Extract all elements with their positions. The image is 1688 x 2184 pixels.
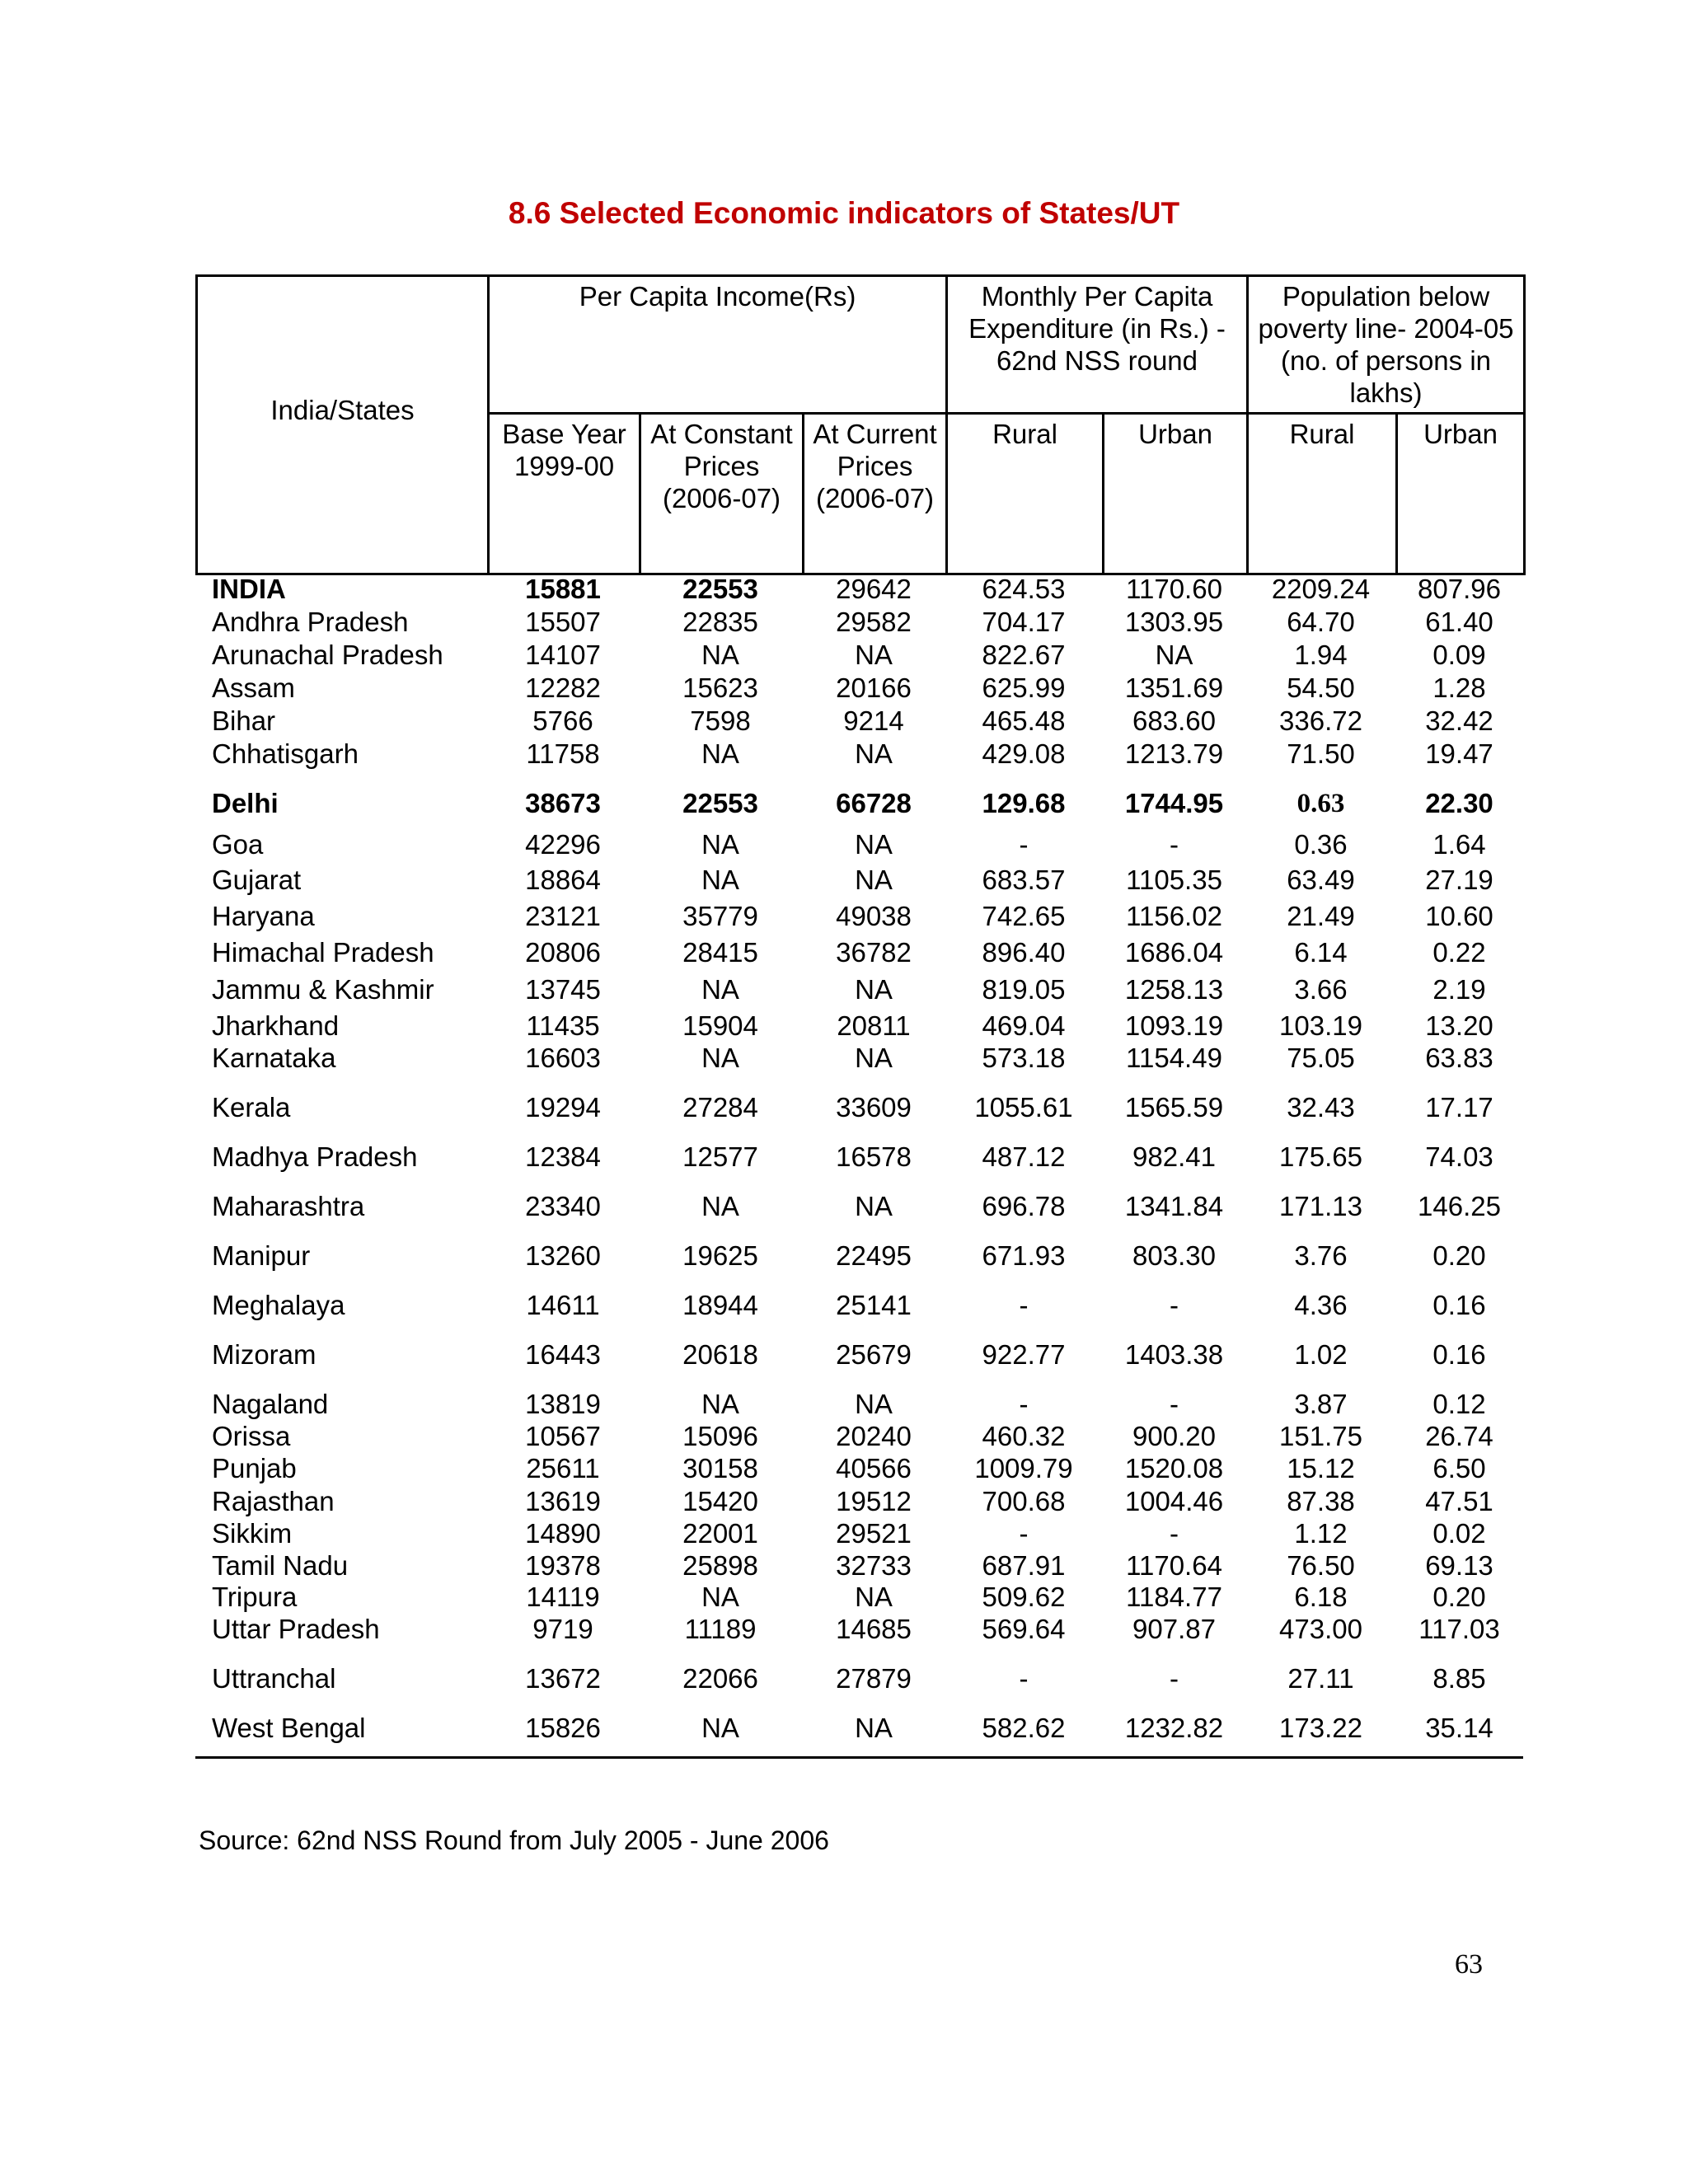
table-cell: 20166 <box>836 673 912 703</box>
table-cell: 173.22 <box>1279 1713 1362 1743</box>
table-cell: 14611 <box>526 1290 600 1320</box>
table-cell: - <box>1170 1663 1179 1694</box>
table-cell: 69.13 <box>1425 1550 1493 1581</box>
table-cell: 0.20 <box>1432 1582 1486 1612</box>
table-cell: NA <box>701 974 739 1005</box>
table-cell: 35779 <box>682 901 758 931</box>
table-cell: - <box>1170 1290 1179 1320</box>
table-cell: 13672 <box>525 1663 601 1694</box>
table-cell: 1055.61 <box>974 1092 1073 1122</box>
header-mpce-rural: Rural <box>947 414 1104 574</box>
table-cell: 20806 <box>525 937 601 968</box>
table-cell: 700.68 <box>982 1486 1066 1516</box>
table-cell: 20811 <box>837 1010 911 1041</box>
table-cell: 742.65 <box>982 901 1066 931</box>
header-constant-prices: At Constant Prices (2006-07) <box>640 414 804 574</box>
header-poverty-population: Population below poverty line- 2004-05 (no. of persons in lakhs) <box>1248 276 1525 414</box>
table-cell: NA <box>855 1713 893 1743</box>
table-cell: NA <box>701 1389 739 1419</box>
table-cell: 1565.59 <box>1124 1092 1224 1122</box>
table-cell: 25611 <box>526 1453 600 1483</box>
table-cell: 1154.49 <box>1126 1043 1222 1073</box>
table-cell: NA <box>855 738 893 769</box>
table-cell: 22001 <box>682 1518 758 1549</box>
table-cell: 569.64 <box>982 1614 1066 1644</box>
table-cell: 19625 <box>682 1240 758 1271</box>
table-cell: NA <box>701 1713 739 1743</box>
table-cell: 1105.35 <box>1126 865 1222 895</box>
table-bottom-rule <box>195 1756 1523 1759</box>
table-cell: NA <box>701 1191 739 1221</box>
table-cell: NA <box>855 1191 893 1221</box>
table-cell: 336.72 <box>1279 705 1362 736</box>
table-cell: 64.70 <box>1287 607 1355 637</box>
table-cell: 27879 <box>836 1663 912 1694</box>
table-cell: 1170.60 <box>1126 574 1222 604</box>
table-cell: 0.16 <box>1432 1339 1486 1370</box>
table-cell: 2209.24 <box>1271 574 1371 604</box>
table-cell: 683.57 <box>982 865 1066 895</box>
table-cell: 9719 <box>532 1614 593 1644</box>
table-cell: 71.50 <box>1287 738 1355 769</box>
table-cell: 1.64 <box>1432 829 1486 860</box>
table-cell: - <box>1019 829 1029 860</box>
header-poverty-rural: Rural <box>1248 414 1397 574</box>
table-cell: 8.85 <box>1432 1663 1486 1694</box>
page-number: 63 <box>1455 1949 1483 1980</box>
table-cell: 460.32 <box>982 1421 1066 1451</box>
table-cell: 509.62 <box>982 1582 1066 1612</box>
table-cell: 6.18 <box>1294 1582 1348 1612</box>
table-cell: 6.14 <box>1294 937 1348 968</box>
table-cell: - <box>1170 829 1179 860</box>
table-cell: 7598 <box>690 705 751 736</box>
table-cell: 573.18 <box>982 1043 1066 1073</box>
table-cell: 1258.13 <box>1124 974 1224 1005</box>
table-cell: 6.50 <box>1432 1453 1486 1483</box>
table-cell: 13619 <box>525 1486 601 1516</box>
table-cell: 26.74 <box>1425 1421 1493 1451</box>
table-cell: 1232.82 <box>1124 1713 1224 1743</box>
table-cell: 14119 <box>526 1582 600 1612</box>
table-cell: 20618 <box>682 1339 758 1370</box>
table-cell: 19.47 <box>1425 738 1493 769</box>
state-name: Arunachal Pradesh <box>212 640 443 670</box>
table-cell: 17.17 <box>1425 1092 1493 1122</box>
table-cell: 15420 <box>682 1486 758 1516</box>
state-name: Tamil Nadu <box>212 1550 349 1581</box>
table-cell: 5766 <box>532 705 593 736</box>
table-cell: 803.30 <box>1132 1240 1216 1271</box>
table-cell: 0.36 <box>1294 829 1348 860</box>
table-cell: NA <box>855 829 893 860</box>
state-name: Karnataka <box>212 1043 336 1073</box>
table-cell: 0.09 <box>1432 640 1486 670</box>
state-name: Rajasthan <box>212 1486 335 1516</box>
table-cell: 807.96 <box>1418 574 1501 604</box>
table-cell: 49038 <box>836 901 912 931</box>
table-cell: 23121 <box>525 901 601 931</box>
table-cell: 683.60 <box>1132 705 1216 736</box>
table-cell: 29582 <box>836 607 912 637</box>
table-cell: NA <box>855 1582 893 1612</box>
table-cell: 11758 <box>526 738 600 769</box>
table-cell: 12577 <box>682 1141 758 1172</box>
table-cell: 74.03 <box>1425 1141 1493 1172</box>
table-cell: 1009.79 <box>974 1453 1073 1483</box>
table-header <box>195 274 1526 575</box>
table-cell: 15623 <box>682 673 758 703</box>
table-cell: 61.40 <box>1425 607 1493 637</box>
header-mpce-urban: Urban <box>1104 414 1248 574</box>
table-cell: 18944 <box>682 1290 758 1320</box>
table-cell: 3.87 <box>1294 1389 1348 1419</box>
table-cell: 175.65 <box>1279 1141 1362 1172</box>
state-name: Nagaland <box>212 1389 329 1419</box>
table-cell: 19294 <box>525 1092 601 1122</box>
table-cell: 0.20 <box>1432 1240 1486 1271</box>
table-cell: 54.50 <box>1287 673 1355 703</box>
table-cell: 22.30 <box>1425 788 1493 818</box>
state-name: Madhya Pradesh <box>212 1141 418 1172</box>
table-cell: 1520.08 <box>1124 1453 1224 1483</box>
table-cell: 671.93 <box>982 1240 1066 1271</box>
table-cell: 582.62 <box>982 1713 1066 1743</box>
state-name: Bihar <box>212 705 276 736</box>
table-cell: 146.25 <box>1418 1191 1501 1221</box>
table-cell: 1744.95 <box>1124 788 1224 818</box>
table-cell: 27284 <box>682 1092 758 1122</box>
table-cell: 704.17 <box>982 607 1066 637</box>
table-cell: 14107 <box>525 640 601 670</box>
table-cell: 42296 <box>525 829 601 860</box>
table-cell: 63.83 <box>1425 1043 1493 1073</box>
table-cell: - <box>1019 1290 1029 1320</box>
table-cell: 1303.95 <box>1124 607 1224 637</box>
table-cell: 129.68 <box>982 788 1066 818</box>
table-cell: 1341.84 <box>1124 1191 1224 1221</box>
table-cell: 14685 <box>836 1614 912 1644</box>
table-cell: 0.16 <box>1432 1290 1486 1320</box>
table-cell: 13260 <box>525 1240 601 1271</box>
table-cell: 151.75 <box>1279 1421 1362 1451</box>
source-note: Source: 62nd NSS Round from July 2005 - June 2006 <box>199 1825 829 1855</box>
table-cell: 0.22 <box>1432 937 1486 968</box>
state-name: Chhatisgarh <box>212 738 359 769</box>
table-cell: 14890 <box>525 1518 601 1549</box>
state-name: Andhra Pradesh <box>212 607 409 637</box>
table-cell: 21.49 <box>1287 901 1355 931</box>
state-name: Punjab <box>212 1453 297 1483</box>
table-cell: 32.43 <box>1287 1092 1355 1122</box>
table-cell: 40566 <box>836 1453 912 1483</box>
table-cell: 982.41 <box>1132 1141 1216 1172</box>
state-name: Haryana <box>212 901 315 931</box>
table-cell: 2.19 <box>1432 974 1486 1005</box>
table-cell: 907.87 <box>1132 1614 1216 1644</box>
table-cell: 32733 <box>836 1550 912 1581</box>
table-cell: 624.53 <box>982 574 1066 604</box>
table-cell: 9214 <box>843 705 904 736</box>
table-cell: NA <box>855 1389 893 1419</box>
table-cell: 103.19 <box>1279 1010 1362 1041</box>
state-name: Delhi <box>212 788 279 818</box>
state-name: Jammu & Kashmir <box>212 974 434 1005</box>
table-cell: 696.78 <box>982 1191 1066 1221</box>
table-cell: 33609 <box>836 1092 912 1122</box>
table-cell: 687.91 <box>982 1550 1066 1581</box>
table-cell: 16443 <box>525 1339 601 1370</box>
table-cell: 15881 <box>525 574 601 604</box>
table-cell: 900.20 <box>1132 1421 1216 1451</box>
table-cell: 28415 <box>682 937 758 968</box>
state-name: Gujarat <box>212 865 302 895</box>
table-cell: 16603 <box>525 1043 601 1073</box>
table-cell: 1351.69 <box>1124 673 1224 703</box>
table-cell: - <box>1170 1518 1179 1549</box>
table-cell: 15096 <box>682 1421 758 1451</box>
table-cell: 473.00 <box>1279 1614 1362 1644</box>
table-cell: 10.60 <box>1425 901 1493 931</box>
table-cell: 27.11 <box>1287 1663 1354 1694</box>
header-base-year: Base Year 1999-00 <box>489 414 640 574</box>
table-cell: 16578 <box>836 1141 912 1172</box>
table-cell: 469.04 <box>982 1010 1066 1041</box>
table-cell: NA <box>1155 640 1193 670</box>
table-cell: NA <box>701 829 739 860</box>
state-name: Maharashtra <box>212 1191 365 1221</box>
table-cell: 29642 <box>836 574 912 604</box>
table-cell: 25898 <box>682 1550 758 1581</box>
table-cell: 1.12 <box>1294 1518 1348 1549</box>
table-cell: 11435 <box>526 1010 600 1041</box>
table-cell: 19378 <box>525 1550 601 1581</box>
table-cell: 22553 <box>682 574 758 604</box>
table-cell: 87.38 <box>1287 1486 1355 1516</box>
table-cell: 1184.77 <box>1126 1582 1222 1612</box>
table-cell: - <box>1170 1389 1179 1419</box>
table-cell: 1156.02 <box>1126 901 1222 931</box>
table-cell: NA <box>855 865 893 895</box>
table-cell: 429.08 <box>982 738 1066 769</box>
table-cell: 75.05 <box>1287 1043 1355 1073</box>
table-cell: 35.14 <box>1425 1713 1493 1743</box>
table-cell: NA <box>701 1043 739 1073</box>
table-cell: 66728 <box>836 788 912 818</box>
table-cell: 117.03 <box>1418 1614 1500 1644</box>
table-cell: 29521 <box>836 1518 912 1549</box>
state-name: Orissa <box>212 1421 291 1451</box>
table-cell: 22553 <box>682 788 758 818</box>
table-cell: 1.94 <box>1294 640 1348 670</box>
page-title: 8.6 Selected Economic indicators of States/UT <box>508 196 1180 230</box>
state-name: Goa <box>212 829 264 860</box>
table-cell: - <box>1019 1663 1029 1694</box>
table-cell: 15826 <box>525 1713 601 1743</box>
table-cell: 1403.38 <box>1124 1339 1224 1370</box>
table-cell: 22066 <box>682 1663 758 1694</box>
table-cell: 1.28 <box>1432 673 1486 703</box>
table-cell: 4.36 <box>1294 1290 1348 1320</box>
state-name: Mizoram <box>212 1339 316 1370</box>
table-cell: 11189 <box>684 1614 757 1644</box>
table-cell: 1686.04 <box>1124 937 1224 968</box>
table-cell: NA <box>701 865 739 895</box>
table-cell: 1.02 <box>1294 1339 1348 1370</box>
table-cell: 36782 <box>836 937 912 968</box>
table-cell: 15.12 <box>1287 1453 1355 1483</box>
table-cell: 465.48 <box>982 705 1066 736</box>
state-name: West Bengal <box>212 1713 366 1743</box>
table-cell: 1170.64 <box>1126 1550 1222 1581</box>
table-cell: - <box>1019 1389 1029 1419</box>
table-cell: NA <box>701 640 739 670</box>
table-cell: 15507 <box>525 607 601 637</box>
table-cell: 0.63 <box>1296 789 1345 818</box>
table-cell: 12282 <box>525 673 601 703</box>
table-cell: NA <box>855 974 893 1005</box>
table-cell: - <box>1019 1518 1029 1549</box>
state-name: Meghalaya <box>212 1290 345 1320</box>
state-name: Sikkim <box>212 1518 293 1549</box>
state-name: Uttranchal <box>212 1663 336 1694</box>
table-cell: 13745 <box>525 974 601 1005</box>
header-per-capita-income: Per Capita Income(Rs) <box>489 276 947 414</box>
header-india-states: India/States <box>197 276 489 574</box>
table-cell: NA <box>855 1043 893 1073</box>
table-cell: 13819 <box>525 1389 601 1419</box>
table-cell: 19512 <box>836 1486 912 1516</box>
table-cell: 819.05 <box>982 974 1066 1005</box>
table-cell: 32.42 <box>1425 705 1493 736</box>
table-cell: 20240 <box>836 1421 912 1451</box>
table-cell: 10567 <box>525 1421 601 1451</box>
table-cell: 0.12 <box>1432 1389 1486 1419</box>
table-cell: 76.50 <box>1287 1550 1355 1581</box>
table-cell: 27.19 <box>1425 865 1493 895</box>
table-cell: 3.76 <box>1294 1240 1348 1271</box>
header-current-prices: At Current Prices (2006-07) <box>804 414 947 574</box>
table-cell: 23340 <box>525 1191 601 1221</box>
table-cell: 1213.79 <box>1124 738 1224 769</box>
table-cell: 18864 <box>525 865 601 895</box>
state-name: Uttar Pradesh <box>212 1614 380 1644</box>
table-cell: 0.02 <box>1432 1518 1486 1549</box>
table-cell: 38673 <box>525 788 601 818</box>
table-cell: 22835 <box>682 607 758 637</box>
state-name: Jharkhand <box>212 1010 340 1041</box>
table-cell: 896.40 <box>982 937 1066 968</box>
table-cell: 1093.19 <box>1124 1010 1224 1041</box>
state-name: Kerala <box>212 1092 291 1122</box>
state-name: Manipur <box>212 1240 311 1271</box>
table-cell: 922.77 <box>982 1339 1066 1370</box>
table-cell: 63.49 <box>1287 865 1355 895</box>
table-cell: 487.12 <box>982 1141 1066 1172</box>
state-name: INDIA <box>212 574 286 604</box>
state-name: Assam <box>212 673 295 703</box>
table-cell: 15904 <box>682 1010 758 1041</box>
header-poverty-urban: Urban <box>1397 414 1525 574</box>
table-cell: 25679 <box>836 1339 912 1370</box>
table-cell: 171.13 <box>1279 1191 1362 1221</box>
table-cell: 25141 <box>836 1290 912 1320</box>
table-cell: NA <box>855 640 893 670</box>
table-cell: 3.66 <box>1294 974 1348 1005</box>
table-cell: 13.20 <box>1425 1010 1493 1041</box>
state-name: Himachal Pradesh <box>212 937 434 968</box>
table-cell: NA <box>701 738 739 769</box>
table-cell: 30158 <box>682 1453 758 1483</box>
table-cell: 1004.46 <box>1124 1486 1224 1516</box>
table-cell: 47.51 <box>1425 1486 1493 1516</box>
table-cell: 12384 <box>525 1141 601 1172</box>
table-cell: 625.99 <box>982 673 1066 703</box>
header-monthly-expenditure: Monthly Per Capita Expenditure (in Rs.) - 62nd NSS round <box>947 276 1248 414</box>
state-name: Tripura <box>212 1582 298 1612</box>
table-cell: 822.67 <box>982 640 1066 670</box>
table-cell: NA <box>701 1582 739 1612</box>
table-cell: 22495 <box>836 1240 912 1271</box>
